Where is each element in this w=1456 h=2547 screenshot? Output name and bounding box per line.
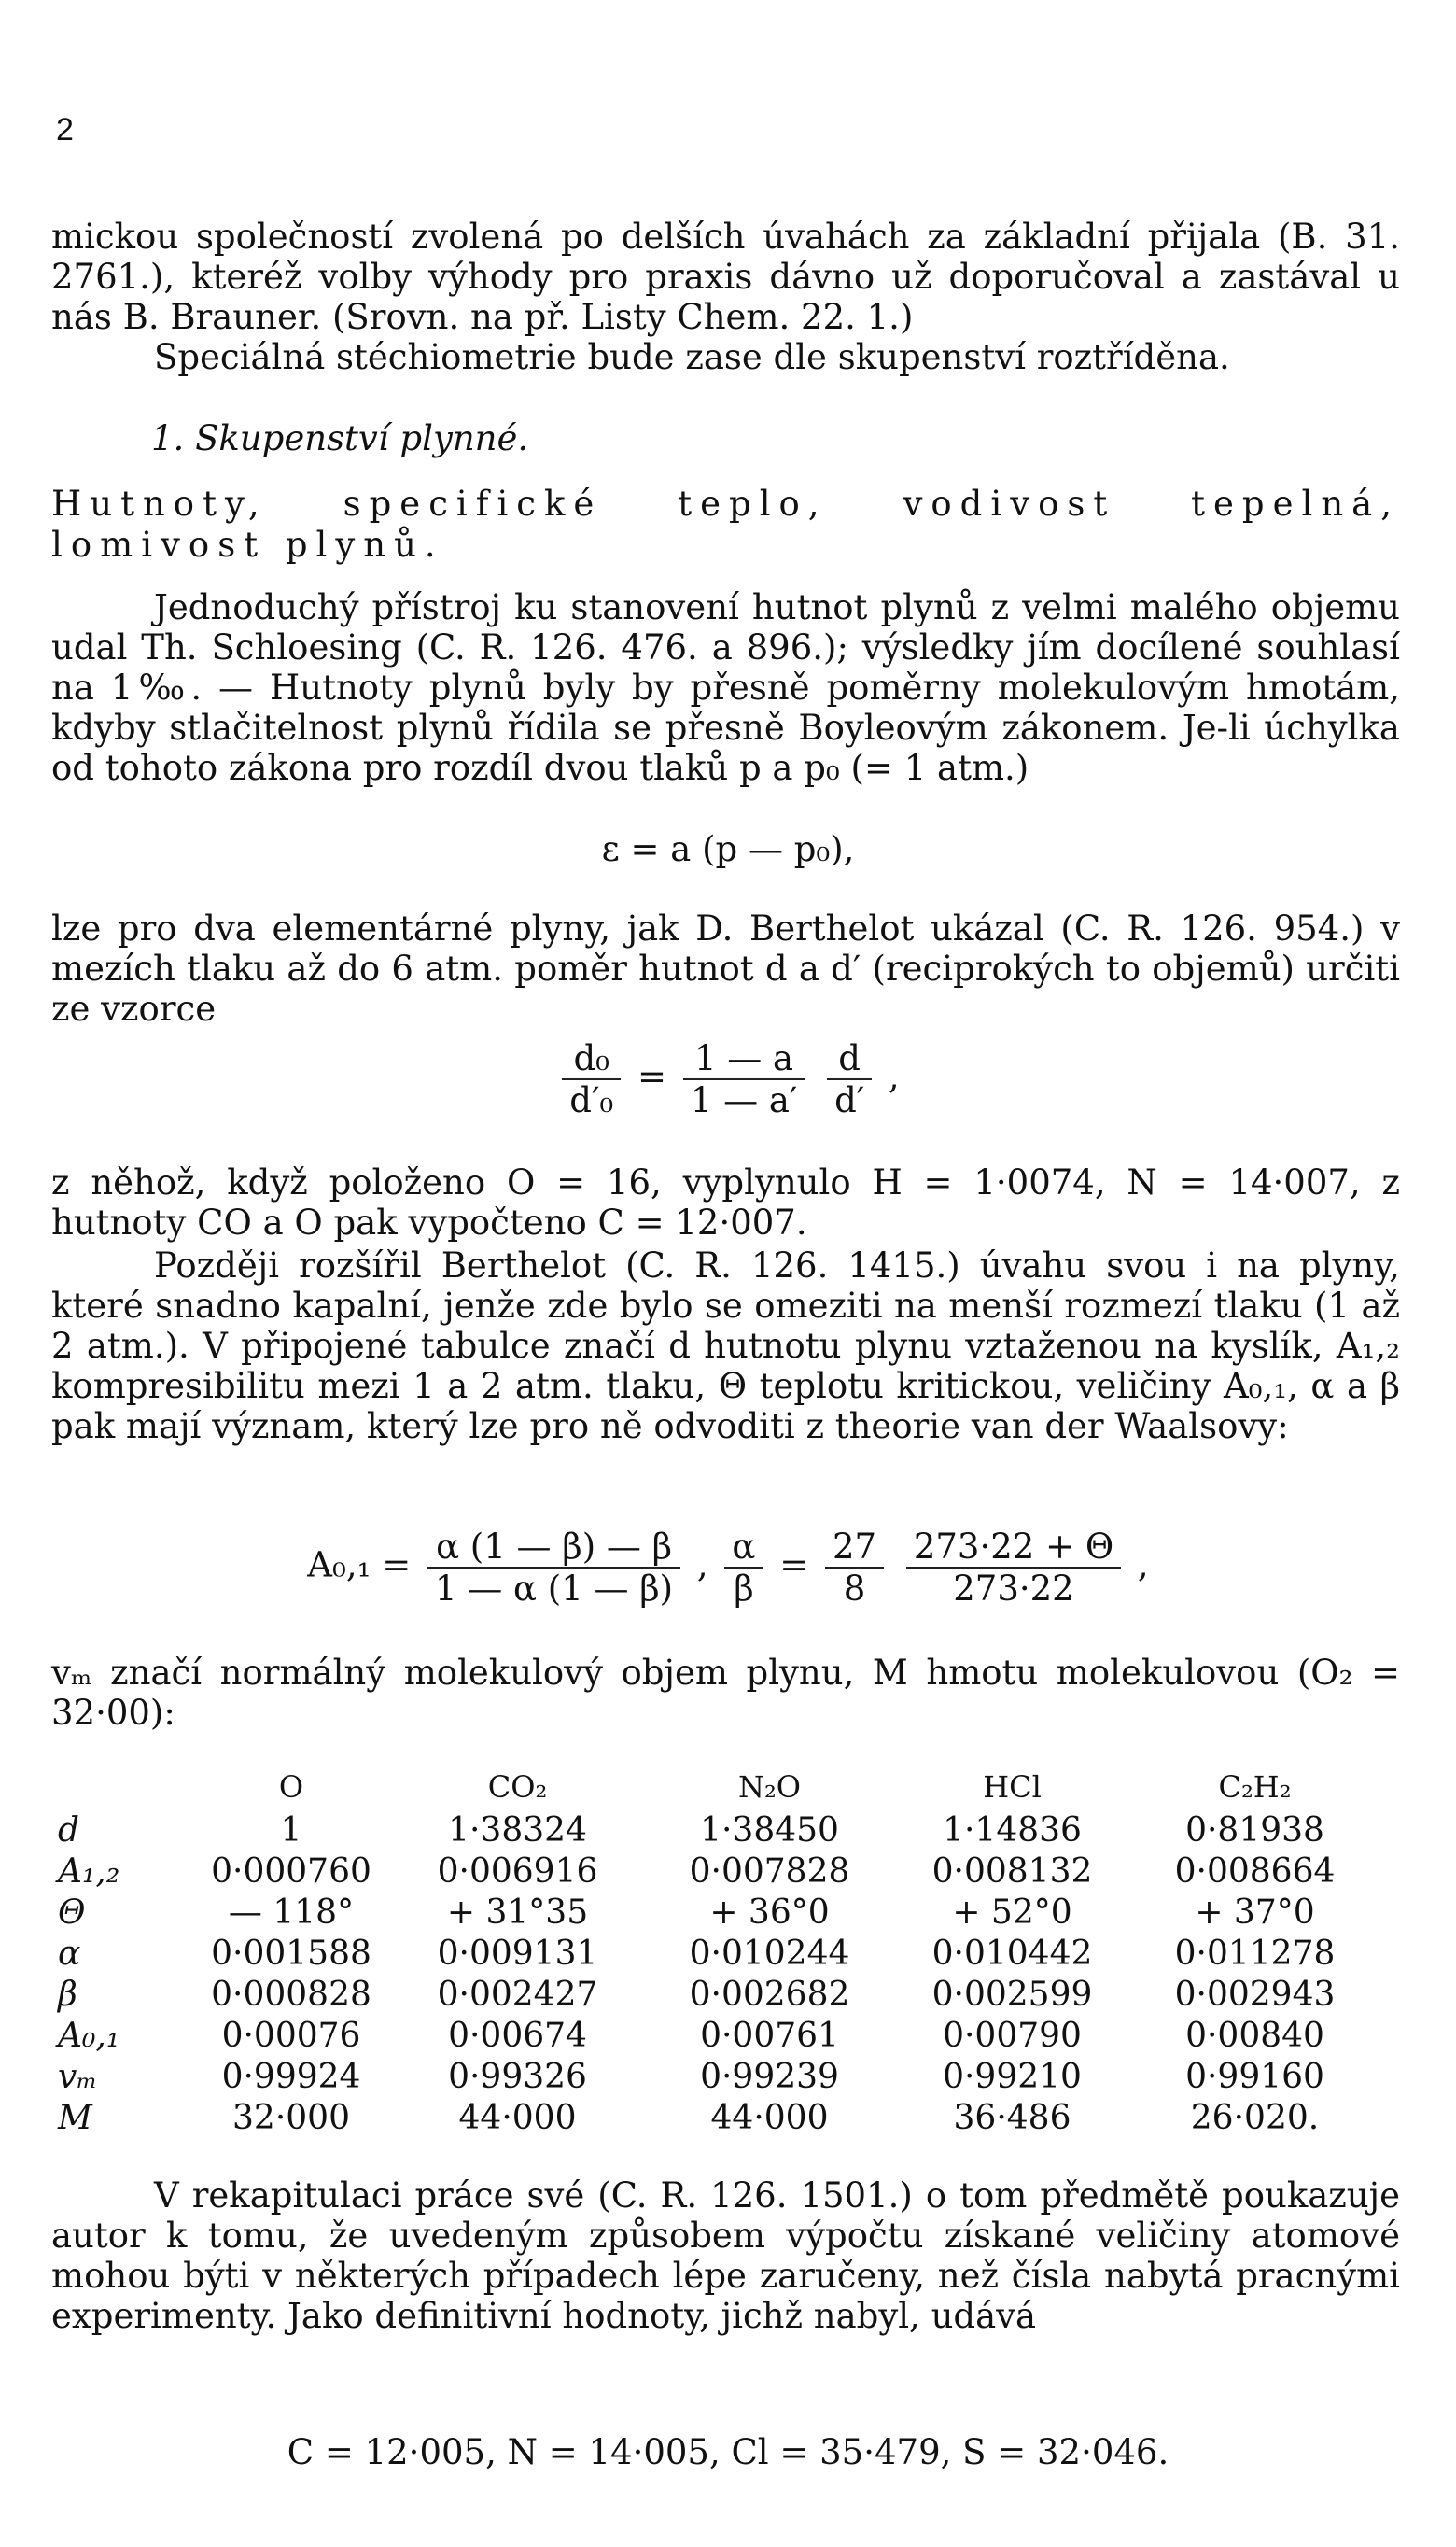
table-cell: 0·00674 xyxy=(448,2016,587,2055)
subheading: Hutnoty, specifické teplo, vodivost tepelná, lomivost plynů. xyxy=(51,484,1400,565)
formula-3: A₀,₁ = $\frac{\alpha (1 — \beta) — \beta}{1 — \alpha (1 — \beta)}$ , $\frac{\alpha}{\beta}$ = $\frac{27}{8}$ $\frac{273\cdot 22 + \Theta}{273\cdot 22}$ , xyxy=(307,1527,1149,1609)
table-cell: 0·99924 xyxy=(221,2057,361,2096)
table-cell: 0·002599 xyxy=(931,1975,1093,2014)
table-header-cell: HCl xyxy=(983,1769,1042,1805)
table-cell: 1·14836 xyxy=(943,1810,1082,1850)
table-body xyxy=(58,1809,1374,2138)
table-row xyxy=(58,2097,1374,2138)
table-cell: 0·99239 xyxy=(700,2057,839,2096)
table-header-cell: CO₂ xyxy=(487,1769,548,1805)
table-row xyxy=(58,1933,1374,1974)
table-row xyxy=(58,2056,1374,2097)
paragraph-8: V rekapitulaci práce své (C. R. 126. 1501.) o tom předmětě poukazuje autor k tomu, že uvedeným způsobem výpočtu získané veličiny atomové mohou býti v některých případech lépe zaručeny, než čísla nabytá pracnými experimenty. Jako definitivní hodnoty, jichž nabyl, udává xyxy=(51,2175,1400,2336)
table-cell: + 52°0 xyxy=(952,1893,1072,1932)
row-label: A₀,₁ xyxy=(58,2016,120,2055)
table-cell: 1·38450 xyxy=(700,1810,839,1850)
paragraph-1: mickou společností zvolená po delších úvahách za základní přijala (B. 31. 2761.), kteréž volby výhody pro praxis dávno už doporučoval a zastával u nás B. Brauner. (Srovn. na př. Listy Chem. 22. 1.) xyxy=(51,217,1400,337)
table-cell: 0·00761 xyxy=(700,2016,839,2055)
table-cell: 0·009131 xyxy=(437,1934,598,1973)
table-cell: 0·010244 xyxy=(689,1934,850,1973)
row-label: d xyxy=(58,1810,80,1850)
table-cell: 0·008664 xyxy=(1174,1851,1336,1891)
table-cell: 0·010442 xyxy=(931,1934,1093,1973)
table-cell: 0·002427 xyxy=(437,1975,598,2014)
paragraph-6: Později rozšířil Berthelot (C. R. 126. 1415.) úvahu svou i na plyny, které snadno kapalní, jenže zde bylo se omeziti na menší rozmezí tlaku (1 až 2 atm.). V připojené tabulce značí d hutnotu plynu vztaženou na kyslík, A₁,₂ kompresibilitu mezi 1 a 2 atm. tlaku, Θ teplotu kritickou, veličiny A₀,₁, α a β pak mají význam, který lze pro ně odvoditi z theorie van der Waalsovy: xyxy=(51,1245,1400,1446)
section-heading: 1. Skupenství plynné. xyxy=(151,418,529,458)
formula-1: ε = a (p — p₀), xyxy=(601,829,855,869)
table-header-cell: N₂O xyxy=(737,1769,802,1805)
paragraph-4: lze pro dva elementárné plyny, jak D. Berthelot ukázal (C. R. 126. 954.) v mezích tlaku až do 6 atm. poměr hutnot d a d′ (reciprokých to objemů) určiti ze vzorce xyxy=(51,908,1400,1029)
row-label: M xyxy=(58,2098,92,2137)
table-cell: — 118° xyxy=(228,1893,355,1932)
formula-2-rhs: $\frac{d}{d'}$ xyxy=(827,1038,872,1120)
row-label: A₁,₂ xyxy=(58,1851,120,1891)
row-label: vₘ xyxy=(58,2057,98,2096)
table-cell: + 36°0 xyxy=(709,1893,830,1932)
table-header-cell: O xyxy=(278,1769,304,1805)
table-cell: 0·008132 xyxy=(931,1851,1093,1891)
data-table xyxy=(58,1765,1374,2138)
paragraph-5: z něhož, když položeno O = 16, vyplynulo H = 1·0074, N = 14·007, z hutnoty CO a O pak vypočteno C = 12·007. xyxy=(51,1162,1400,1243)
table-cell: 1·38324 xyxy=(448,1810,587,1850)
table-cell: 44·000 xyxy=(458,2098,577,2137)
paragraph-2: Speciálná stéchiometrie bude zase dle skupenství roztříděna. xyxy=(154,337,1230,377)
row-label: Θ xyxy=(58,1893,86,1932)
table-cell: 0·002682 xyxy=(689,1975,850,2014)
paragraph-3: Jednoduchý přístroj ku stanovení hutnot plynů z velmi malého objemu udal Th. Schloesing (C. R. 126. 476. a 896.); výsledky jím docílené souhlasí na 1‰. — Hutnoty plynů byly by přesně poměrny molekulovým hmotám, kdyby stlačitelnost plynů řídila se přesně Boyleovým zákonem. Je-li úchylka od tohoto zákona pro rozdíl dvou tlaků p a p₀ (= 1 atm.) xyxy=(51,587,1400,788)
formula-3-frac-3: $\frac{27}{8}$ xyxy=(825,1527,884,1609)
row-label: α xyxy=(58,1934,81,1973)
table-row xyxy=(58,1974,1374,2015)
page-number: 2 xyxy=(56,112,74,148)
table-cell: 36·486 xyxy=(953,2098,1071,2137)
table-cell: 0·00790 xyxy=(943,2016,1082,2055)
formula-3-frac-4: $\frac{273\cdot 22 + \Theta}{273\cdot 22}$ xyxy=(906,1527,1121,1609)
table-cell: 0·000760 xyxy=(211,1851,371,1891)
table-cell: 0·002943 xyxy=(1174,1975,1336,2014)
table-cell: 0·99326 xyxy=(448,2057,587,2096)
table-cell: 0·001588 xyxy=(211,1934,371,1973)
table-cell: 0·99210 xyxy=(943,2057,1082,2096)
table-cell: 32·000 xyxy=(232,2098,350,2137)
table-cell: 0·011278 xyxy=(1174,1934,1336,1973)
table-header-cell xyxy=(58,1765,198,1809)
formula-2: $\frac{\text{d₀}}{\text{d′₀}}$ = $\frac{1 — a}{1 — a'}$ $\frac{d}{d'}$ , xyxy=(0,1038,1456,1120)
table-row xyxy=(58,2015,1374,2056)
table-cell: + 31°35 xyxy=(446,1893,589,1932)
row-label: β xyxy=(58,1975,77,2014)
formula-2-mid: $\frac{1 — a}{1 — a'}$ xyxy=(683,1038,805,1120)
table-cell: 1 xyxy=(280,1810,302,1850)
table-cell: 0·00840 xyxy=(1185,2016,1324,2055)
table-cell: + 37°0 xyxy=(1195,1893,1315,1932)
table-cell: 0·81938 xyxy=(1185,1810,1324,1850)
table-row xyxy=(58,1892,1374,1933)
table-cell: 26·020. xyxy=(1190,2098,1320,2137)
table-header-cell: C₂H₂ xyxy=(1218,1769,1292,1805)
table-row xyxy=(58,1809,1374,1850)
table-cell: 0·000828 xyxy=(211,1975,371,2014)
formula-2-lhs: $\frac{\text{d₀}}{\text{d′₀}}$ xyxy=(562,1038,621,1120)
table-cell: 0·007828 xyxy=(689,1851,850,1891)
table-cell: 0·99160 xyxy=(1185,2057,1324,2096)
paragraph-7: vₘ značí normálný molekulový objem plynu, M hmotu molekulovou (O₂ = 32·00): xyxy=(51,1653,1400,1733)
table-cell: 0·00076 xyxy=(221,2016,361,2055)
table-cell: 0·006916 xyxy=(437,1851,598,1891)
table-row xyxy=(58,1850,1374,1892)
formula-3-frac-1: $\frac{\alpha (1 — \beta) — \beta}{1 — \alpha (1 — \beta)}$ xyxy=(427,1527,680,1609)
table-header-row xyxy=(58,1765,1374,1809)
formula-3-frac-2: $\frac{\alpha}{\beta}$ xyxy=(724,1527,763,1609)
final-values: C = 12·005, N = 14·005, Cl = 35·479, S = 32·046. xyxy=(287,2432,1169,2472)
table-cell: 44·000 xyxy=(710,2098,829,2137)
